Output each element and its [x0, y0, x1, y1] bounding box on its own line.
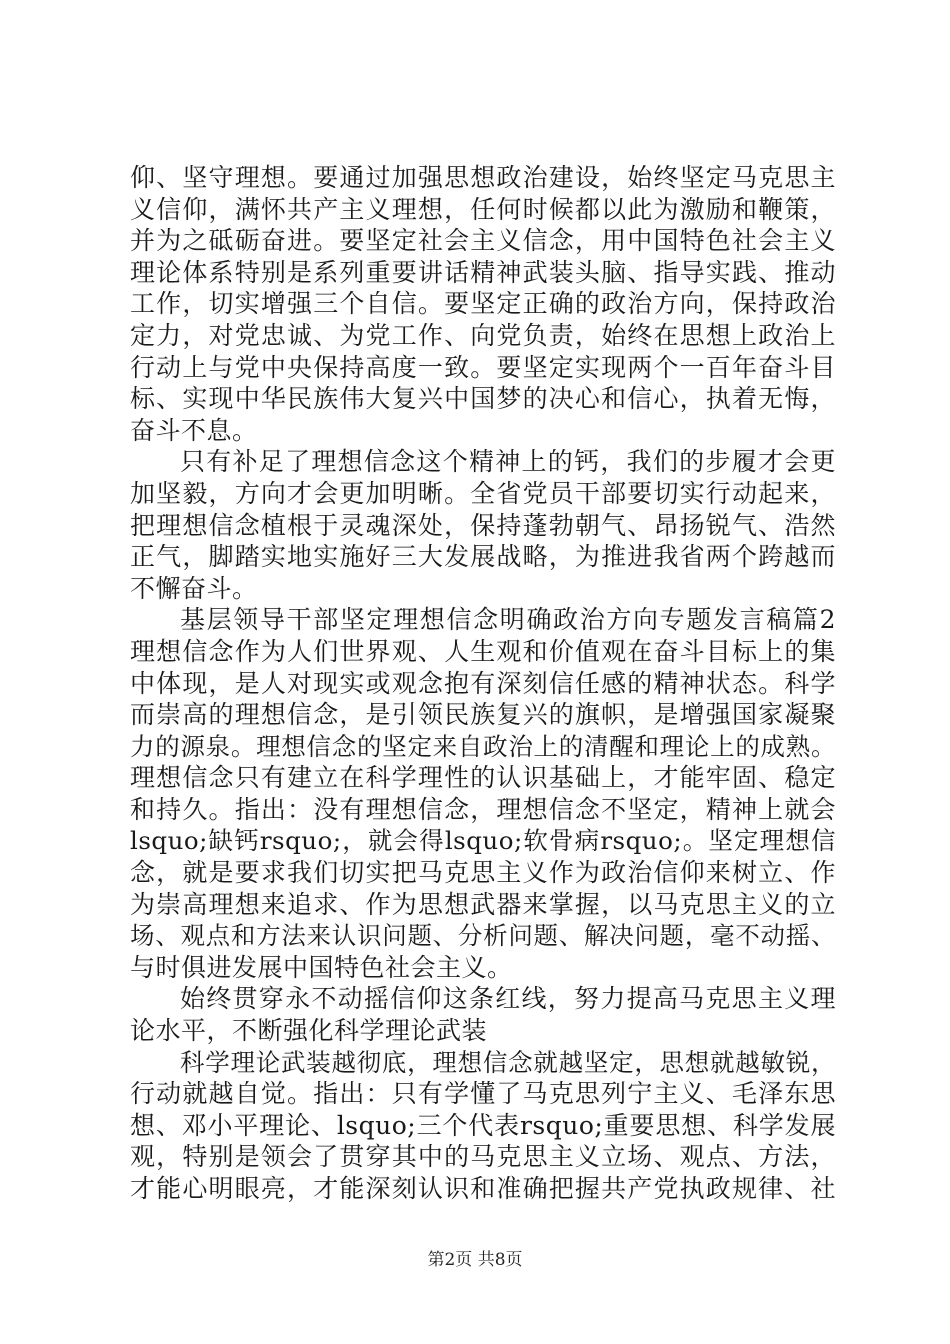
text-line: 行动就越自觉。指出：只有学懂了马克思列宁主义、毛泽东思: [130, 1079, 836, 1109]
text-line: 而崇高的理想信念，是引领民族复兴的旗帜，是增强国家凝聚: [130, 700, 836, 730]
text-line: 加坚毅，方向才会更加明晰。全省党员干部要切实行动起来，: [130, 478, 836, 508]
text-line: 基层领导干部坚定理想信念明确政治方向专题发言稿篇2: [180, 605, 836, 635]
document-body: [130, 162, 836, 1205]
text-line: 只有补足了理想信念这个精神上的钙，我们的步履才会更: [180, 447, 836, 477]
text-line: 正气，脚踏实地实施好三大发展战略，为推进我省两个跨越而: [130, 542, 836, 572]
text-line: 理想信念只有建立在科学理性的认识基础上，才能牢固、稳定: [130, 763, 836, 793]
text-line: 并为之砥砺奋进。要坚定社会主义信念，用中国特色社会主义: [130, 226, 836, 256]
text-line: 标、实现中华民族伟大复兴中国梦的决心和信心，执着无悔，: [130, 384, 836, 414]
text-line: 仰、坚守理想。要通过加强思想政治建设，始终坚定马克思主: [130, 163, 836, 192]
text-line: 定力，对党忠诚、为党工作、向党负责，始终在思想上政治上: [130, 320, 836, 350]
text-line: 理想信念作为人们世界观、人生观和价值观在奋斗目标上的集: [130, 636, 836, 666]
text-line: lsquo;缺钙rsquo;，就会得lsquo;软骨病rsquo;。坚定理想信: [130, 826, 836, 856]
text-line: 义信仰，满怀共产主义理想，任何时候都以此为激励和鞭策，: [130, 194, 836, 224]
text-line: 为崇高理想来追求、作为思想武器来掌握，以马克思主义的立: [130, 889, 836, 919]
text-line: 始终贯穿永不动摇信仰这条红线，努力提高马克思主义理: [180, 984, 836, 1014]
text-line: 中体现，是人对现实或观念抱有深刻信任感的精神状态。科学: [130, 668, 836, 698]
text-line: 场、观点和方法来认识问题、分析问题、解决问题，毫不动摇、: [130, 921, 836, 951]
text-line: 论水平，不断强化科学理论武装: [130, 1016, 488, 1046]
text-line: 把理想信念植根于灵魂深处，保持蓬勃朝气、昂扬锐气、浩然: [130, 510, 836, 540]
text-line: 奋斗不息。: [130, 415, 258, 445]
text-line: 理论体系特别是系列重要讲话精神武装头脑、指导实践、推动: [130, 257, 836, 287]
text-line: 与时俱进发展中国特色社会主义。: [130, 952, 513, 982]
text-line: 科学理论武装越彻底，理想信念就越坚定，思想就越敏锐，: [180, 1047, 836, 1077]
text-line: 力的源泉。理想信念的坚定来自政治上的清醒和理论上的成熟。: [130, 731, 836, 761]
text-line: 不懈奋斗。: [130, 573, 258, 603]
text-line: 念，就是要求我们切实把马克思主义作为政治信仰来树立、作: [130, 858, 836, 888]
text-line: 观，特别是领会了贯穿其中的马克思主义立场、观点、方法，: [130, 1142, 836, 1172]
text-line: 行动上与党中央保持高度一致。要坚定实现两个一百年奋斗目: [130, 352, 836, 382]
text-line: 想、邓小平理论、lsquo;三个代表rsquo;重要思想、科学发展: [130, 1110, 836, 1140]
page-number: 第2页 共8页: [427, 1250, 523, 1270]
text-line: 才能心明眼亮，才能深刻认识和准确把握共产党执政规律、社: [130, 1174, 836, 1203]
text-line: 和持久。指出：没有理想信念，理想信念不坚定，精神上就会: [130, 794, 836, 824]
text-line: 工作，切实增强三个自信。要坚定正确的政治方向，保持政治: [130, 289, 836, 319]
